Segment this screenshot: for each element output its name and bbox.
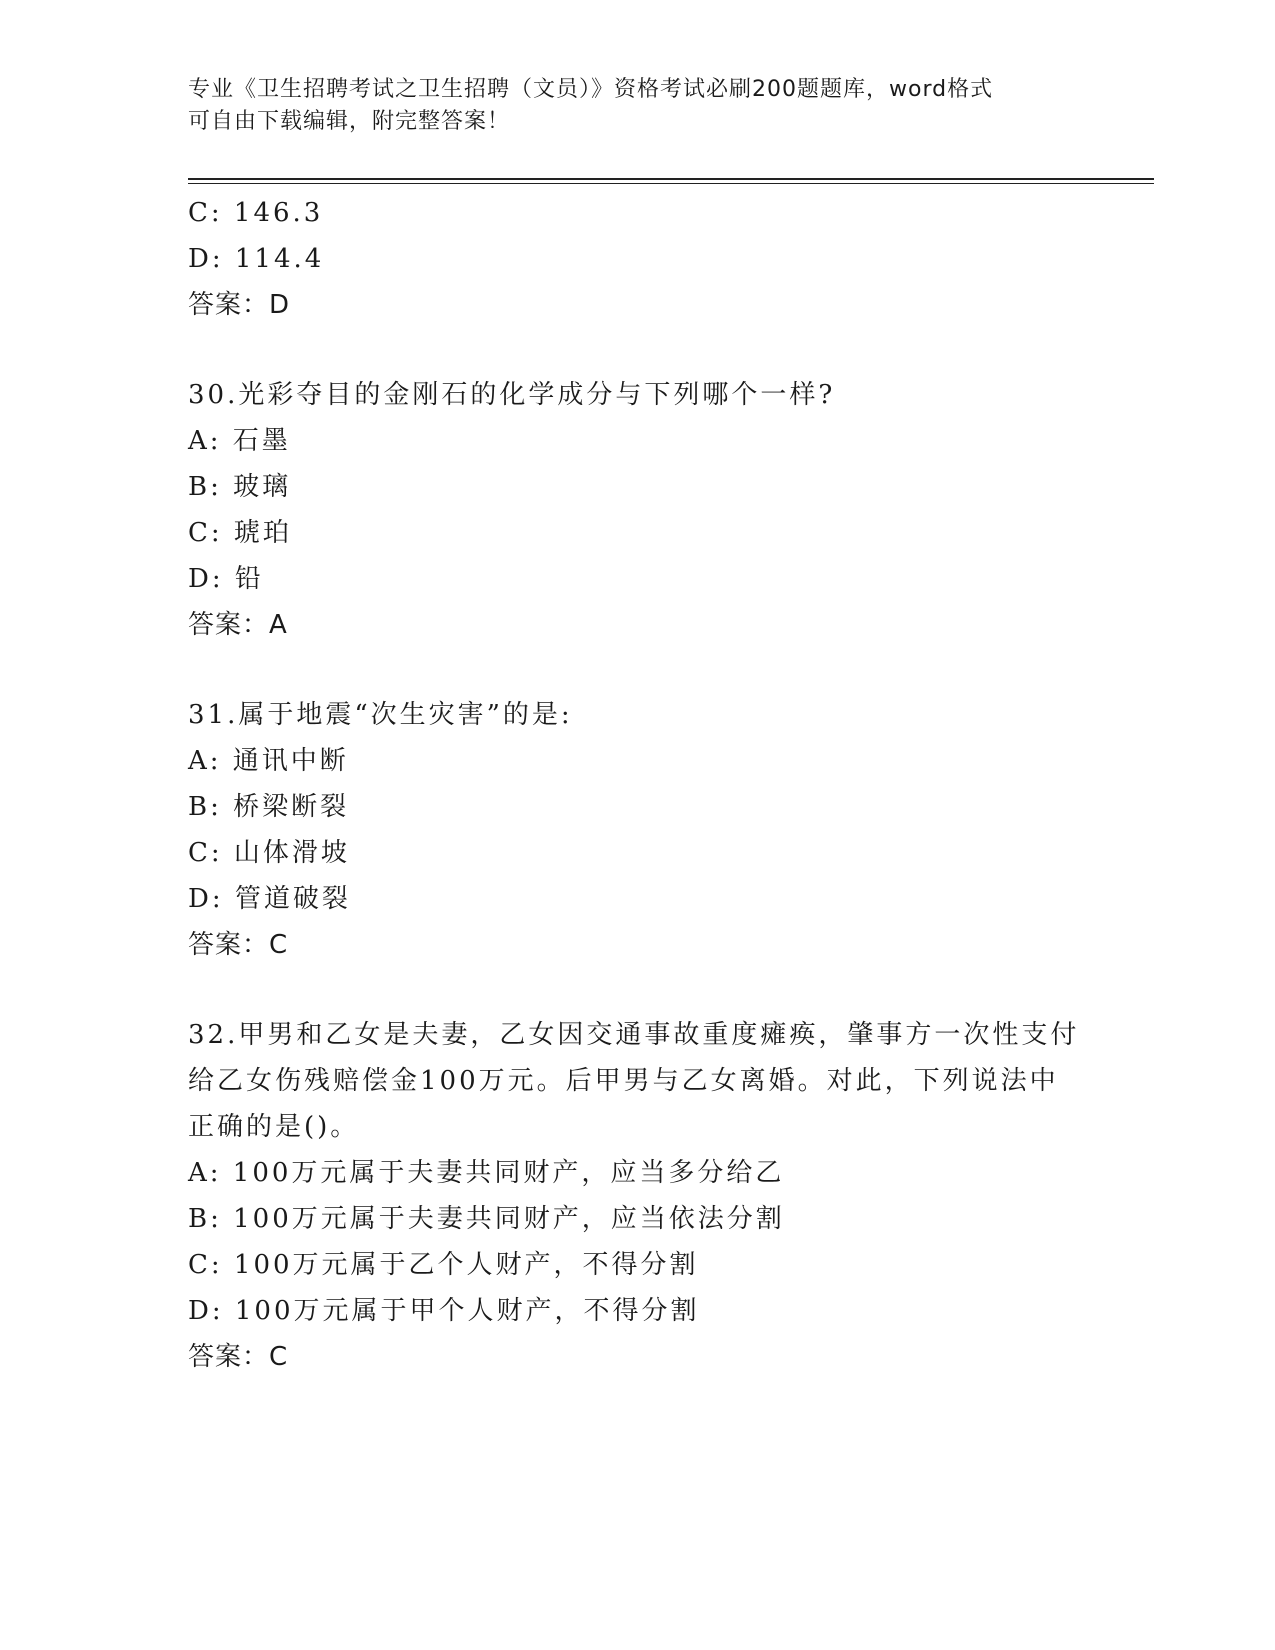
spacer — [188, 648, 1088, 692]
continued-question — [188, 190, 1088, 328]
spacer — [188, 968, 1088, 1012]
spacer — [188, 328, 1088, 372]
option-a: A: 通讯中断 — [188, 746, 349, 776]
option-b: B: 100万元属于夫妻共同财产，应当依法分割 — [188, 1204, 785, 1234]
answer: 答案：A — [188, 610, 288, 640]
document-header — [188, 74, 1088, 138]
option-a: A: 100万元属于夫妻共同财产，应当多分给乙 — [188, 1158, 785, 1188]
option-b: B: 桥梁断裂 — [188, 792, 350, 822]
header-rule-thin — [188, 183, 1154, 184]
option-c: C: 琥珀 — [188, 518, 292, 548]
document-body — [188, 190, 1088, 1380]
question-stem — [188, 1012, 1088, 1150]
answer: 答案：D — [188, 290, 291, 320]
option-d: D: 114.4 — [188, 244, 325, 274]
question-30 — [188, 372, 1088, 648]
stem-line: 正确的是()。 — [188, 1112, 360, 1142]
option-c: C: 山体滑坡 — [188, 838, 350, 868]
question-31 — [188, 692, 1088, 968]
option-a: A: 石墨 — [188, 426, 291, 456]
question-stem — [188, 372, 1088, 418]
stem-line: 31.属于地震“次生灾害”的是: — [188, 700, 573, 730]
question-32 — [188, 1012, 1088, 1380]
stem-line: 给乙女伤残赔偿金100万元。后甲男与乙女离婚。对此，下列说法中 — [188, 1066, 1059, 1096]
option-c: C: 146.3 — [188, 198, 324, 228]
option-c: C: 100万元属于乙个人财产，不得分割 — [188, 1250, 699, 1280]
header-rule-thick — [188, 178, 1154, 180]
question-stem — [188, 692, 1088, 738]
answer: 答案：C — [188, 1342, 289, 1372]
stem-line: 30.光彩夺目的金刚石的化学成分与下列哪个一样? — [188, 380, 836, 410]
option-b: B: 玻璃 — [188, 472, 292, 502]
stem-line: 32.甲男和乙女是夫妻，乙女因交通事故重度瘫痪，肇事方一次性支付 — [188, 1020, 1080, 1050]
option-d: D: 100万元属于甲个人财产，不得分割 — [188, 1296, 700, 1326]
option-d: D: 管道破裂 — [188, 884, 351, 914]
option-d: D: 铅 — [188, 564, 264, 594]
header-line-2: 可自由下载编辑，附完整答案！ — [188, 109, 511, 134]
header-line-1: 专业《卫生招聘考试之卫生招聘（文员）》资格考试必刷200题题库，word格式 — [188, 77, 994, 102]
answer: 答案：C — [188, 930, 289, 960]
